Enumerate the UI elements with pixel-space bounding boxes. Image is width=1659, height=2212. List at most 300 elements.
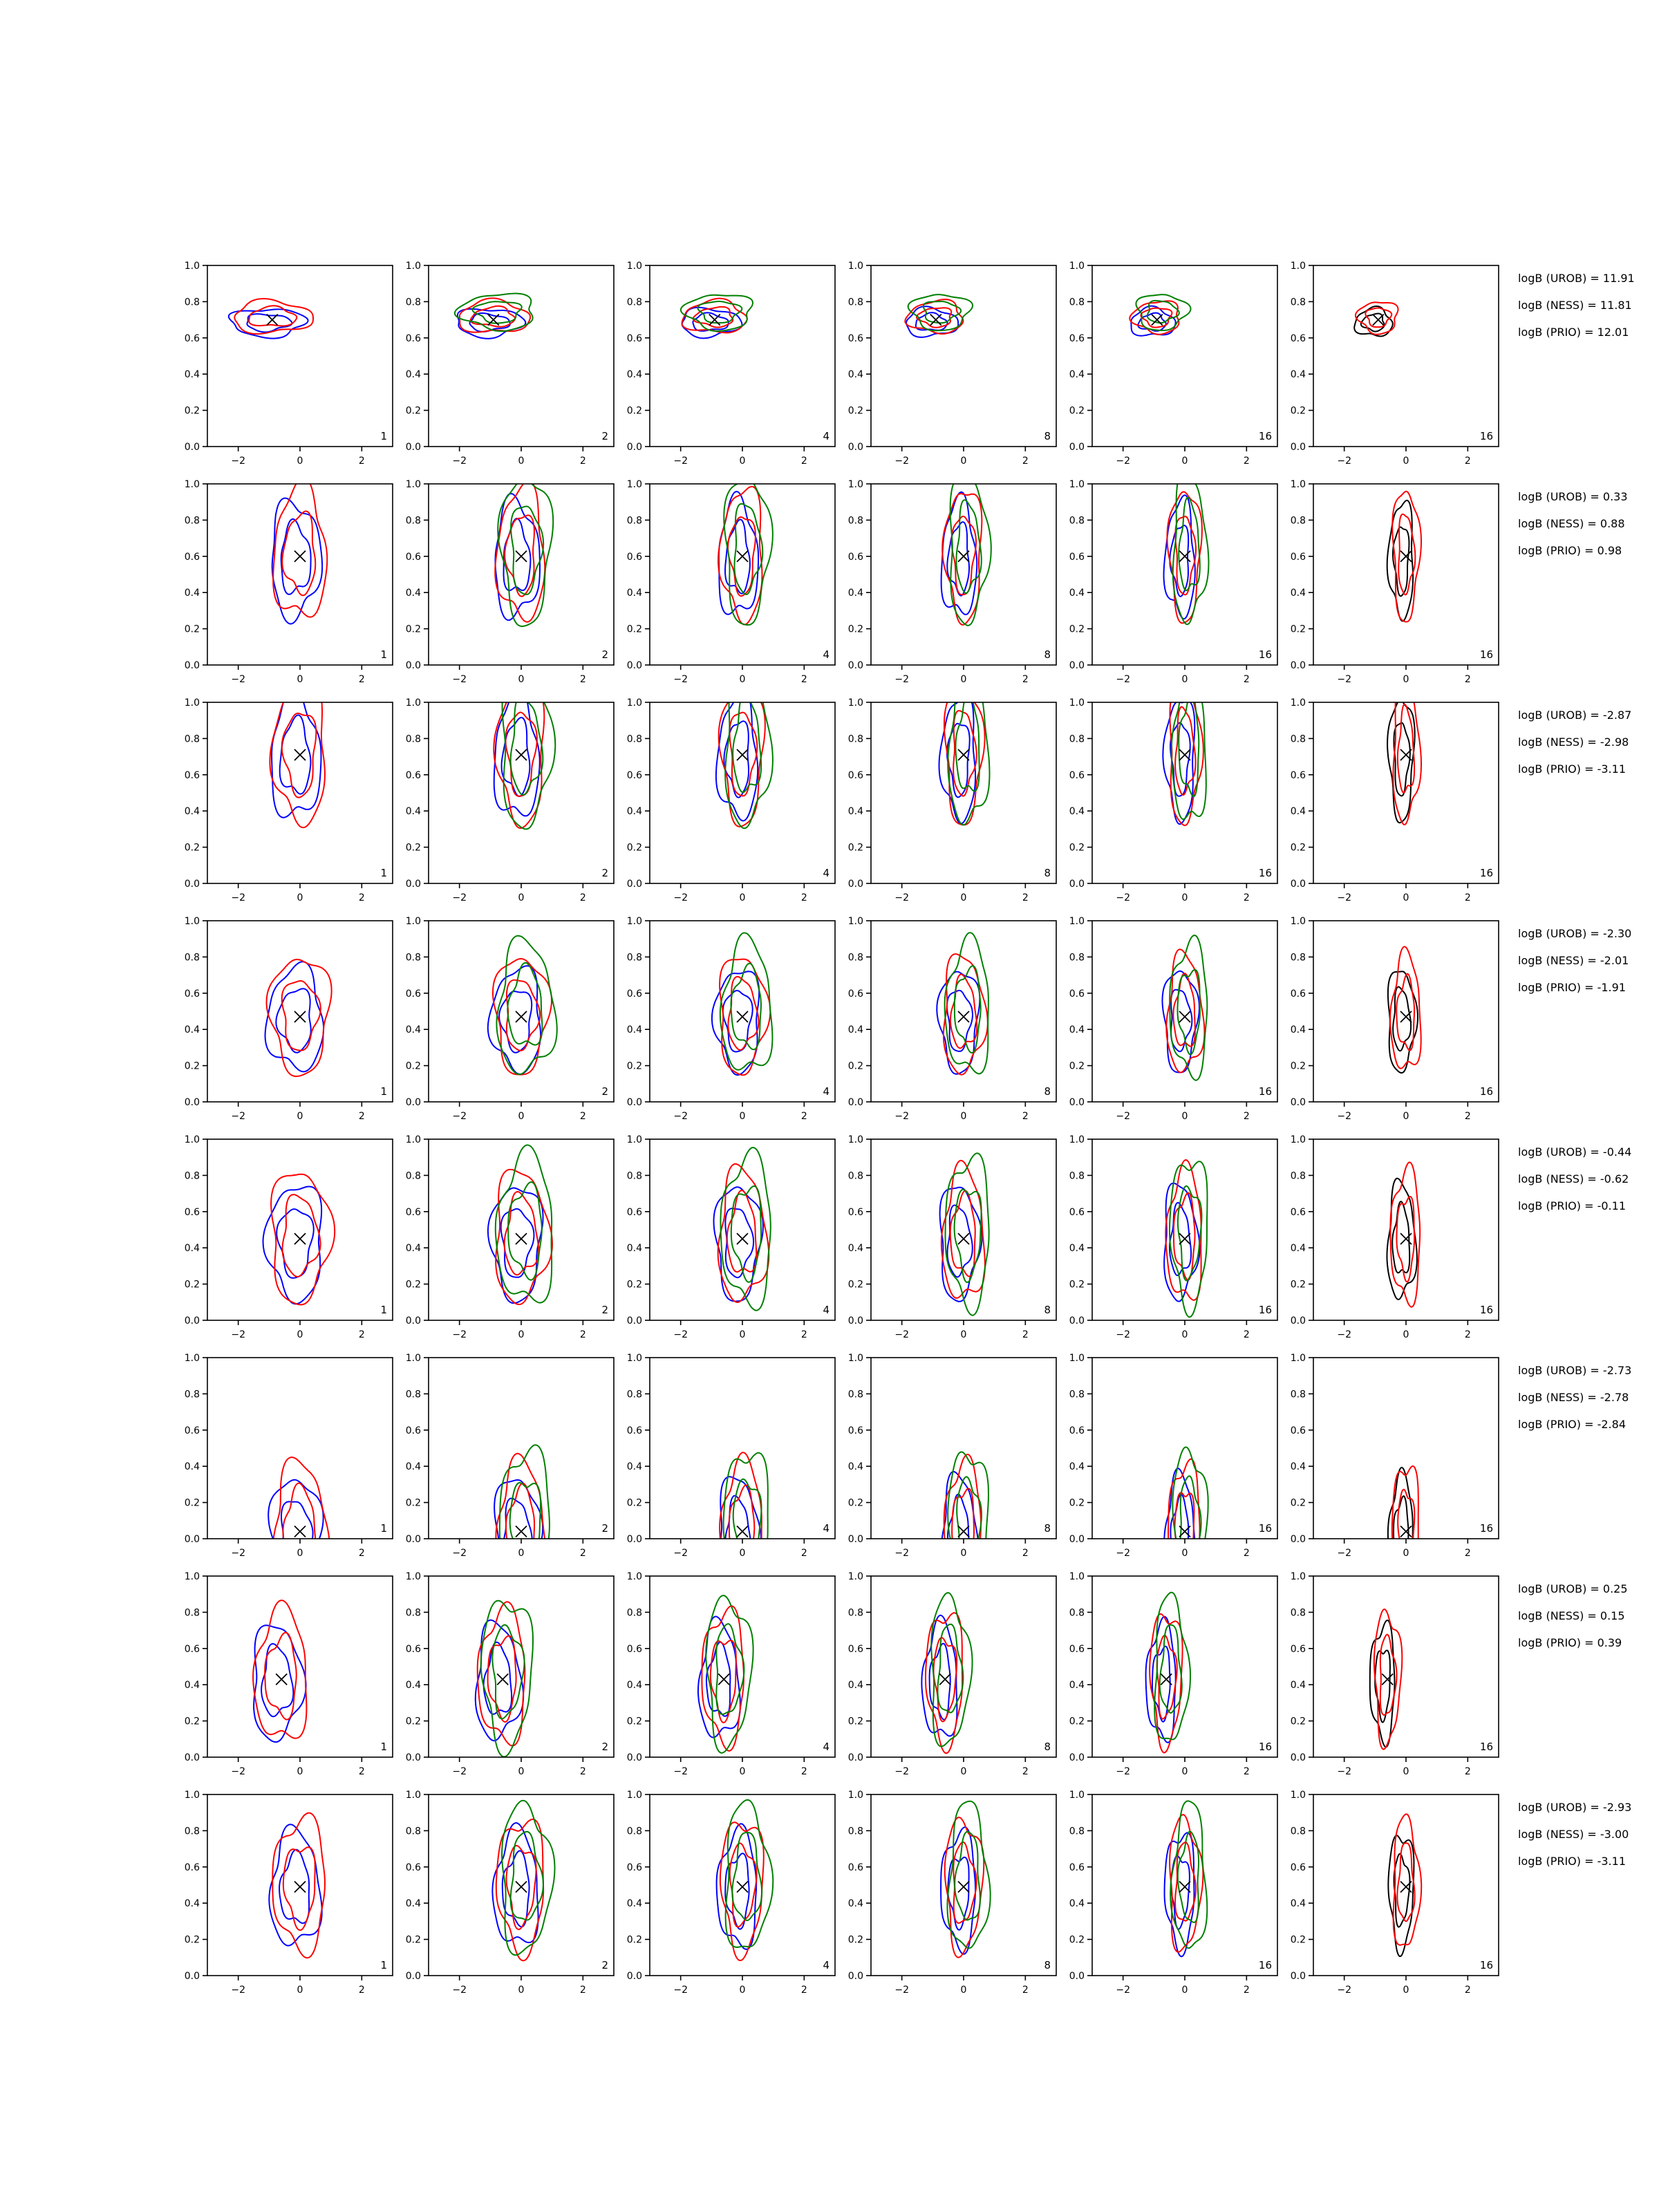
logb-annotation-urob: logB (UROB) = -2.93 (1518, 1801, 1632, 1814)
y-tick-label: 0.8 (184, 952, 200, 964)
y-tick-label: 0.2 (847, 1060, 863, 1072)
logb-annotation-prio: logB (PRIO) = 0.98 (1518, 544, 1622, 557)
y-tick-label: 0.4 (1069, 1461, 1085, 1473)
contour-red-level-1 (720, 1452, 762, 1591)
y-tick-label: 0.0 (847, 660, 863, 671)
x-tick-label: 0 (739, 1985, 746, 1996)
y-tick-label: 1.0 (184, 1790, 200, 1801)
x-tick-label: 0 (739, 674, 746, 685)
panel-label: 8 (1044, 648, 1051, 661)
figure-row-5 (185, 1134, 1632, 1340)
x-tick-label: −2 (1337, 1766, 1351, 1777)
x-tick-label: −2 (1337, 1329, 1351, 1340)
y-tick-label: 0.0 (405, 1752, 421, 1763)
x-tick-label: 0 (518, 1329, 525, 1340)
y-tick-label: 0.2 (1290, 842, 1306, 854)
contour-blue-level-1 (941, 492, 977, 615)
y-tick-label: 0.8 (626, 1170, 642, 1182)
panel-label: 2 (601, 648, 608, 661)
y-tick-label: 0.4 (1290, 1898, 1306, 1910)
contour-group (1388, 947, 1421, 1074)
y-tick-label: 1.0 (626, 1571, 642, 1582)
x-tick-label: 2 (800, 456, 807, 467)
y-tick-label: 0.8 (1069, 1170, 1085, 1182)
truth-marker (930, 315, 941, 326)
subplot-r5-c5 (1069, 1134, 1277, 1340)
axes-frame (650, 1358, 835, 1539)
contour-group (1370, 1609, 1403, 1749)
y-tick-label: 0.6 (184, 332, 200, 344)
y-tick-label: 0.0 (847, 442, 863, 453)
axes-frame (650, 1576, 835, 1757)
contour-group (941, 1801, 991, 1958)
y-tick-label: 0.6 (405, 332, 421, 344)
contour-group (269, 1813, 325, 1958)
contour-group (1387, 679, 1421, 825)
y-tick-label: 0.0 (1069, 442, 1085, 453)
contour-red-level-1 (253, 1600, 306, 1738)
truth-marker (1152, 315, 1163, 326)
y-tick-label: 1.0 (1069, 916, 1085, 927)
subplot-r2-c3 (627, 478, 835, 685)
logb-annotation-prio: logB (PRIO) = -2.84 (1518, 1418, 1626, 1431)
y-tick-label: 0.2 (626, 1716, 642, 1727)
y-tick-label: 0.6 (1069, 988, 1085, 1000)
truth-marker (709, 315, 720, 326)
x-tick-label: 0 (1181, 1766, 1188, 1777)
y-tick-label: 0.6 (405, 769, 421, 781)
panel-label: 16 (1258, 1959, 1272, 1971)
truth-marker (958, 1011, 969, 1022)
y-tick-label: 1.0 (405, 479, 421, 490)
x-tick-label: 0 (960, 1985, 967, 1996)
x-tick-label: −2 (894, 892, 909, 903)
y-tick-label: 0.2 (626, 405, 642, 417)
contour-blue-level-1 (458, 309, 525, 339)
x-tick-label: 0 (1403, 456, 1409, 467)
y-tick-label: 0.2 (184, 842, 200, 854)
contour-green-level-2 (510, 1483, 541, 1575)
y-tick-label: 1.0 (847, 1353, 863, 1364)
x-tick-label: −2 (1116, 456, 1130, 467)
x-tick-label: 0 (739, 456, 746, 467)
y-tick-label: 0.8 (847, 1826, 863, 1837)
panel-label: 8 (1044, 867, 1051, 879)
y-tick-label: 1.0 (1069, 697, 1085, 709)
x-tick-label: 2 (358, 674, 365, 685)
axes-frame (650, 265, 835, 447)
y-tick-label: 0.2 (184, 405, 200, 417)
axes-frame (1092, 1794, 1277, 1976)
truth-marker (1400, 1233, 1412, 1244)
y-tick-label: 0.8 (1069, 733, 1085, 745)
x-tick-label: 0 (297, 456, 303, 467)
x-tick-label: −2 (452, 892, 467, 903)
y-tick-label: 0.8 (626, 1607, 642, 1619)
y-tick-label: 0.6 (847, 988, 863, 1000)
contour-group (492, 1801, 554, 1961)
y-tick-label: 0.6 (1069, 769, 1085, 781)
y-tick-label: 0.8 (626, 1389, 642, 1400)
axes-frame (429, 1794, 614, 1976)
x-tick-label: 2 (800, 892, 807, 903)
subplot-r5-c1 (185, 1134, 393, 1340)
contour-red-level-1 (271, 1174, 335, 1305)
y-tick-label: 0.6 (1069, 1206, 1085, 1218)
y-tick-label: 0.2 (847, 624, 863, 635)
y-tick-label: 0.4 (1069, 1243, 1085, 1255)
x-tick-label: 0 (297, 1766, 303, 1777)
y-tick-label: 0.6 (626, 769, 642, 781)
y-tick-label: 0.0 (626, 660, 642, 671)
panel-label: 8 (1044, 1959, 1051, 1971)
logb-annotation-urob: logB (UROB) = -2.30 (1518, 927, 1632, 940)
y-tick-label: 0.6 (1069, 1643, 1085, 1655)
subplot-r5-c2 (406, 1134, 614, 1340)
y-tick-label: 1.0 (1290, 1134, 1306, 1145)
y-tick-label: 0.0 (1290, 879, 1306, 890)
contour-group (1165, 1801, 1208, 1956)
y-tick-label: 0.0 (1069, 1315, 1085, 1327)
logb-annotation-urob: logB (UROB) = 0.25 (1518, 1582, 1628, 1595)
y-tick-label: 0.8 (405, 515, 421, 527)
subplot-r7-c6 (1291, 1571, 1499, 1777)
x-tick-label: 2 (1464, 456, 1471, 467)
y-tick-label: 0.2 (1069, 624, 1085, 635)
subplot-r4-c5 (1069, 916, 1277, 1122)
x-tick-label: 2 (358, 892, 365, 903)
y-tick-label: 0.2 (405, 1060, 421, 1072)
x-tick-label: 2 (1464, 1329, 1471, 1340)
subplot-r7-c2 (406, 1571, 614, 1777)
x-tick-label: 0 (1181, 456, 1188, 467)
contour-group (272, 477, 328, 624)
x-tick-label: −2 (673, 1111, 688, 1122)
x-tick-label: 0 (739, 1766, 746, 1777)
contour-red-level-2 (728, 977, 758, 1050)
y-tick-label: 0.2 (1069, 1279, 1085, 1291)
x-tick-label: −2 (231, 1985, 245, 1996)
contour-group (1146, 1593, 1190, 1753)
y-tick-label: 0.4 (626, 1680, 642, 1691)
y-tick-label: 0.4 (184, 1898, 200, 1910)
panel-label: 16 (1479, 1085, 1493, 1098)
subplot-r3-c5 (1069, 655, 1277, 903)
x-tick-label: −2 (673, 1766, 688, 1777)
y-tick-label: 0.0 (184, 1534, 200, 1545)
x-tick-label: −2 (231, 674, 245, 685)
contour-blue-level-2 (281, 519, 311, 594)
logb-annotation-urob: logB (UROB) = -0.44 (1518, 1145, 1632, 1159)
y-tick-label: 1.0 (1069, 1790, 1085, 1801)
x-tick-label: −2 (231, 1548, 245, 1559)
subplot-r4-c2 (406, 916, 614, 1122)
truth-marker (516, 749, 527, 760)
y-tick-label: 0.4 (1069, 588, 1085, 599)
x-tick-label: 2 (358, 1329, 365, 1340)
y-tick-label: 0.0 (184, 1097, 200, 1108)
y-tick-label: 0.4 (1069, 1680, 1085, 1691)
y-tick-label: 0.8 (405, 1170, 421, 1182)
y-tick-label: 1.0 (1290, 1571, 1306, 1582)
contour-blue-level-1 (263, 1186, 322, 1304)
contour-blue-level-1 (716, 688, 758, 821)
x-tick-label: 2 (1243, 674, 1250, 685)
contour-group (712, 932, 773, 1075)
y-tick-label: 1.0 (1069, 1353, 1085, 1364)
y-tick-label: 1.0 (405, 261, 421, 272)
x-tick-label: 2 (358, 1766, 365, 1777)
y-tick-label: 0.8 (1069, 297, 1085, 308)
y-tick-label: 0.8 (184, 1389, 200, 1400)
panel-label: 2 (601, 1085, 608, 1098)
y-tick-label: 0.2 (405, 1716, 421, 1727)
y-tick-label: 0.2 (405, 405, 421, 417)
y-tick-label: 0.0 (1290, 1534, 1306, 1545)
logb-annotation-urob: logB (UROB) = -2.73 (1518, 1364, 1632, 1377)
x-tick-label: −2 (231, 892, 245, 903)
x-tick-label: −2 (1337, 1548, 1351, 1559)
x-tick-label: 0 (1403, 1111, 1409, 1122)
subplot-r4-c3 (627, 916, 835, 1122)
y-tick-label: 0.2 (626, 1934, 642, 1946)
panel-label: 2 (601, 430, 608, 442)
y-tick-label: 0.4 (405, 588, 421, 599)
y-tick-label: 0.0 (626, 1315, 642, 1327)
y-tick-label: 0.4 (184, 806, 200, 818)
x-tick-label: −2 (894, 1329, 909, 1340)
y-tick-label: 0.6 (405, 1643, 421, 1655)
x-tick-label: 0 (1181, 674, 1188, 685)
y-tick-label: 0.2 (184, 1060, 200, 1072)
subplot-r2-c4 (848, 478, 1056, 685)
x-tick-label: −2 (1116, 1329, 1130, 1340)
logb-annotation-urob: logB (UROB) = -2.87 (1518, 709, 1632, 722)
y-tick-label: 0.2 (184, 624, 200, 635)
y-tick-label: 0.2 (847, 842, 863, 854)
truth-marker (1400, 1526, 1412, 1537)
x-tick-label: −2 (1337, 674, 1351, 685)
x-tick-label: −2 (1337, 1111, 1351, 1122)
x-tick-label: 0 (960, 1766, 967, 1777)
subplot-r7-c3 (627, 1571, 835, 1777)
x-tick-label: 2 (358, 1985, 365, 1996)
contour-group (488, 1145, 552, 1304)
contour-blue-level-1 (717, 1824, 757, 1949)
x-tick-label: 0 (739, 1111, 746, 1122)
y-tick-label: 0.0 (1290, 660, 1306, 671)
y-tick-label: 0.8 (405, 1389, 421, 1400)
panel-label: 16 (1479, 1304, 1493, 1316)
y-tick-label: 0.2 (1069, 1716, 1085, 1727)
subplot-r4-c1 (185, 916, 393, 1122)
contour-blue-level-1 (488, 966, 541, 1074)
truth-marker (294, 1233, 306, 1244)
truth-marker (516, 1011, 527, 1022)
y-tick-label: 0.4 (847, 1898, 863, 1910)
panel-label: 16 (1479, 1741, 1493, 1753)
subplot-r5-c4 (848, 1134, 1056, 1340)
panel-label: 4 (823, 648, 830, 661)
x-tick-label: 0 (1181, 1111, 1188, 1122)
logb-annotation-prio: logB (PRIO) = -3.11 (1518, 762, 1626, 776)
axes-frame (429, 1139, 614, 1320)
y-tick-label: 0.6 (847, 1206, 863, 1218)
x-tick-label: 2 (1464, 892, 1471, 903)
y-tick-label: 0.0 (847, 1315, 863, 1327)
x-tick-label: −2 (894, 1548, 909, 1559)
y-tick-label: 0.0 (405, 879, 421, 890)
y-tick-label: 0.8 (626, 952, 642, 964)
x-tick-label: 0 (297, 1548, 303, 1559)
y-tick-label: 0.8 (847, 297, 863, 308)
y-tick-label: 0.8 (847, 1170, 863, 1182)
x-tick-label: −2 (894, 674, 909, 685)
x-tick-label: 2 (800, 1766, 807, 1777)
y-tick-label: 0.6 (626, 1206, 642, 1218)
panel-label: 16 (1258, 1741, 1272, 1753)
y-tick-label: 0.2 (847, 1497, 863, 1509)
contour-red-level-2 (283, 1847, 315, 1930)
x-tick-label: 2 (1464, 1766, 1471, 1777)
y-tick-label: 0.4 (626, 1024, 642, 1036)
y-tick-label: 0.8 (1069, 1607, 1085, 1619)
y-tick-label: 1.0 (847, 1571, 863, 1582)
logb-annotation-prio: logB (PRIO) = 0.39 (1518, 1636, 1622, 1649)
y-tick-label: 0.8 (1290, 515, 1306, 527)
x-tick-label: −2 (452, 1548, 467, 1559)
contour-group (940, 1153, 989, 1315)
subplot-r3-c2 (406, 673, 614, 903)
x-tick-label: −2 (673, 892, 688, 903)
x-tick-label: 0 (297, 892, 303, 903)
logb-annotation-ness: logB (NESS) = 11.81 (1518, 299, 1632, 312)
x-tick-label: −2 (1337, 892, 1351, 903)
panel-label: 4 (823, 1085, 830, 1098)
y-tick-label: 0.8 (1069, 515, 1085, 527)
axes-frame (871, 1576, 1056, 1757)
truth-marker (516, 1526, 527, 1537)
y-tick-label: 0.0 (184, 879, 200, 890)
y-tick-label: 0.6 (184, 1862, 200, 1873)
y-tick-label: 0.0 (1290, 1971, 1306, 1982)
figure-row-3 (185, 655, 1632, 903)
y-tick-label: 1.0 (626, 916, 642, 927)
x-tick-label: −2 (894, 1111, 909, 1122)
subplot-r4-c4 (848, 916, 1056, 1122)
y-tick-label: 0.6 (405, 1425, 421, 1436)
y-tick-label: 0.6 (405, 1206, 421, 1218)
y-tick-label: 0.6 (847, 1862, 863, 1873)
y-tick-label: 1.0 (184, 1353, 200, 1364)
y-tick-label: 0.4 (626, 806, 642, 818)
y-tick-label: 1.0 (1290, 261, 1306, 272)
x-tick-label: 2 (1243, 892, 1250, 903)
y-tick-label: 0.4 (1069, 1898, 1085, 1910)
x-tick-label: 2 (1464, 674, 1471, 685)
truth-marker (737, 1526, 748, 1537)
contour-group (1387, 1162, 1420, 1306)
subplot-r2-c1 (185, 477, 393, 685)
subplot-r4-c6 (1291, 916, 1499, 1122)
x-tick-label: −2 (1116, 674, 1130, 685)
y-tick-label: 0.6 (847, 332, 863, 344)
y-tick-label: 1.0 (184, 261, 200, 272)
y-tick-label: 0.2 (405, 1279, 421, 1291)
y-tick-label: 1.0 (626, 261, 642, 272)
truth-marker (294, 1011, 306, 1022)
figure-row-8 (185, 1790, 1632, 1996)
logb-annotation-ness: logB (NESS) = -2.78 (1518, 1391, 1629, 1404)
y-tick-label: 0.8 (1290, 952, 1306, 964)
axes-frame (1313, 1358, 1499, 1539)
subplot-r8-c6 (1291, 1790, 1499, 1996)
y-tick-label: 0.6 (626, 1862, 642, 1873)
x-tick-label: 0 (1181, 1985, 1188, 1996)
x-tick-label: 2 (1022, 1766, 1029, 1777)
x-tick-label: 0 (1403, 1985, 1409, 1996)
subplot-r1-c6 (1291, 261, 1499, 467)
y-tick-label: 0.2 (626, 1497, 642, 1509)
y-tick-label: 0.2 (184, 1716, 200, 1727)
panel-label: 2 (601, 1959, 608, 1971)
x-tick-label: 0 (1403, 1766, 1409, 1777)
subplot-r8-c4 (848, 1790, 1056, 1996)
y-tick-label: 0.8 (405, 1607, 421, 1619)
y-tick-label: 1.0 (1069, 261, 1085, 272)
y-tick-label: 0.4 (847, 1680, 863, 1691)
panel-label: 16 (1479, 1522, 1493, 1535)
y-tick-label: 0.0 (626, 442, 642, 453)
contour-blue-level-2 (281, 1501, 313, 1570)
y-tick-label: 0.4 (405, 1680, 421, 1691)
y-tick-label: 0.8 (1290, 1607, 1306, 1619)
panel-label: 4 (823, 867, 830, 879)
x-tick-label: −2 (894, 456, 909, 467)
contour-green-level-1 (720, 932, 773, 1069)
x-tick-label: −2 (673, 674, 688, 685)
y-tick-label: 0.0 (1069, 1097, 1085, 1108)
y-tick-label: 1.0 (1290, 916, 1306, 927)
contour-group (268, 1457, 330, 1595)
logb-annotation-ness: logB (NESS) = -0.62 (1518, 1172, 1629, 1185)
y-tick-label: 0.6 (626, 1643, 642, 1655)
contour-blue-level-1 (941, 1827, 975, 1954)
x-tick-label: 2 (1243, 1548, 1250, 1559)
y-tick-label: 0.2 (847, 1716, 863, 1727)
contour-red-level-2 (1396, 974, 1414, 1051)
y-tick-label: 0.6 (184, 1425, 200, 1436)
truth-marker (737, 1011, 748, 1022)
y-tick-label: 0.4 (1069, 1024, 1085, 1036)
y-tick-label: 0.2 (405, 842, 421, 854)
y-tick-label: 0.2 (405, 1934, 421, 1946)
x-tick-label: −2 (452, 456, 467, 467)
y-tick-label: 0.6 (847, 551, 863, 563)
x-tick-label: 2 (1464, 1111, 1471, 1122)
panel-label: 1 (380, 1741, 387, 1753)
x-tick-label: 0 (739, 1548, 746, 1559)
figure-row-2 (185, 470, 1628, 685)
contour-group (1387, 491, 1421, 622)
y-tick-label: 0.6 (847, 1643, 863, 1655)
panel-label: 1 (380, 1085, 387, 1098)
truth-marker (294, 1882, 306, 1893)
y-tick-label: 0.4 (847, 806, 863, 818)
axes-frame (429, 1358, 614, 1539)
subplot-r6-c3 (627, 1353, 835, 1610)
x-tick-label: 0 (297, 1985, 303, 1996)
